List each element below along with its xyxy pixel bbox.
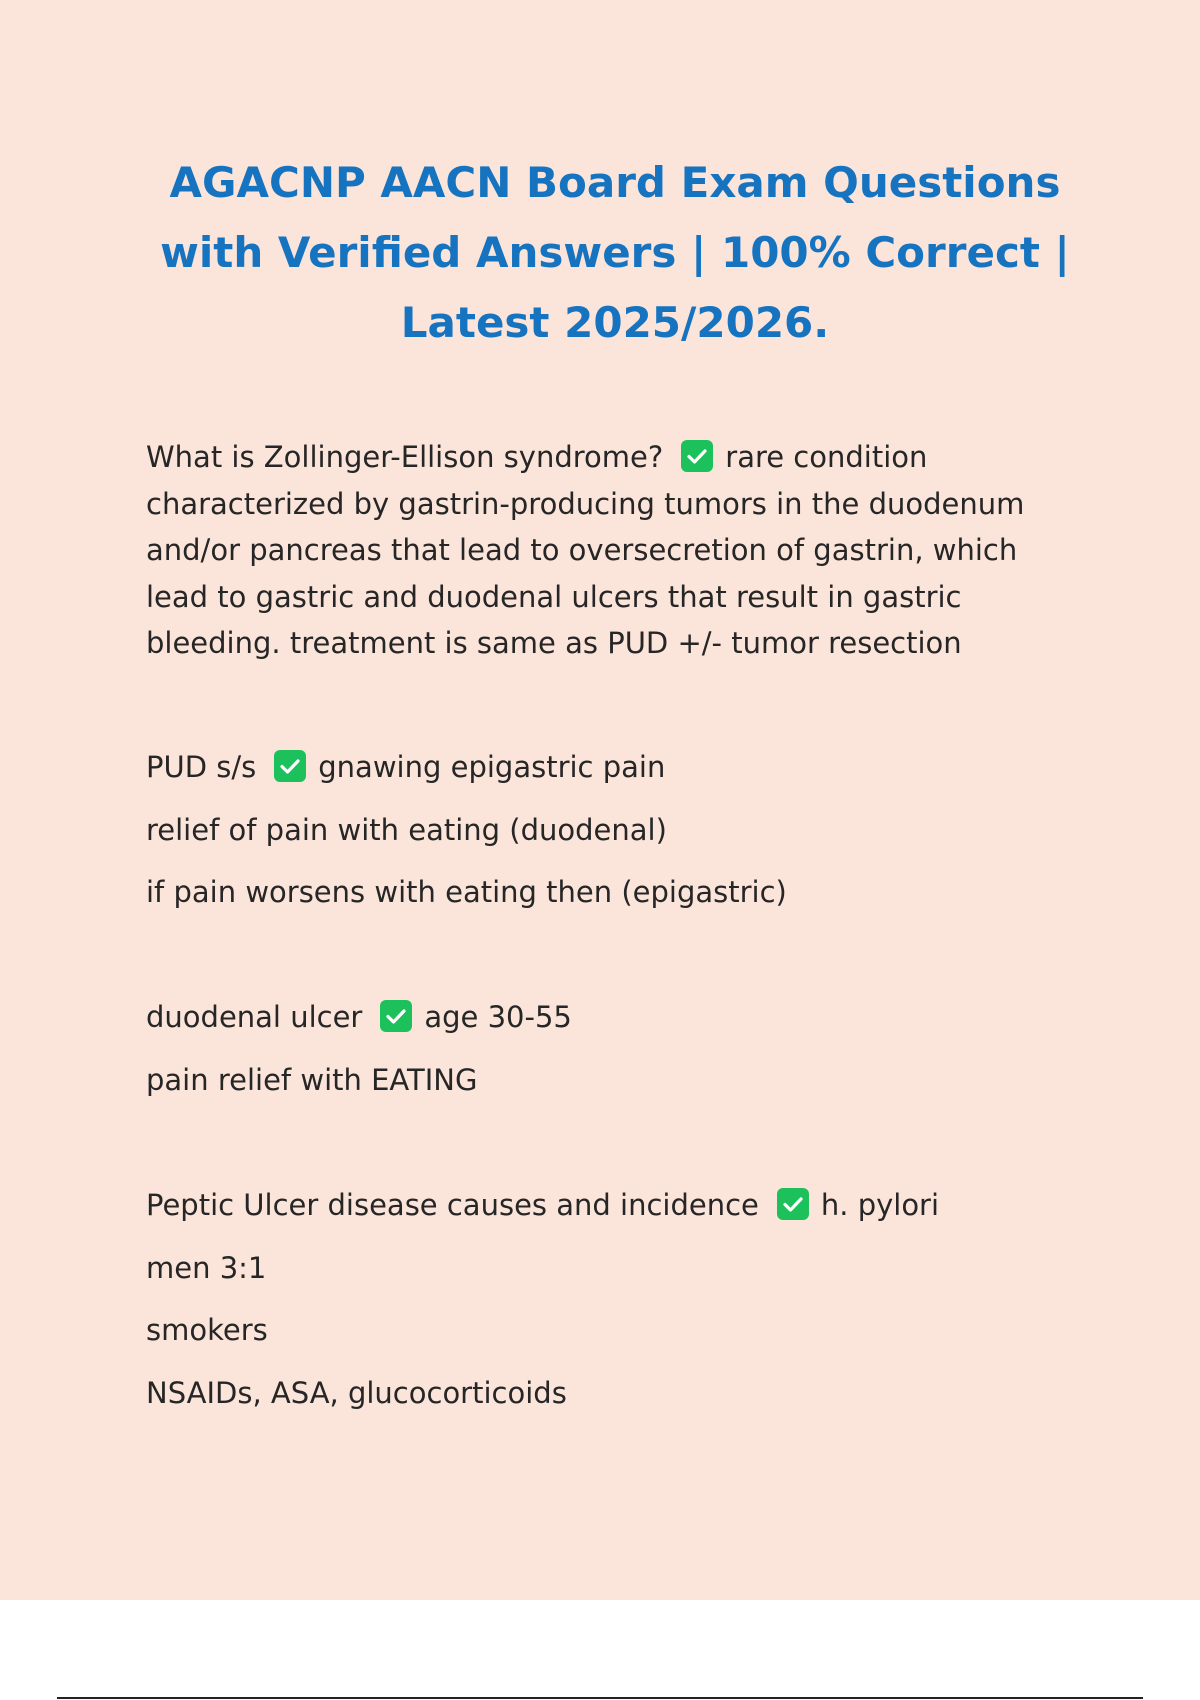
answer-line: pain relief with EATING (146, 1063, 478, 1097)
qa-item-zollinger-ellison (146, 434, 1076, 667)
footer-divider (57, 1697, 1143, 1699)
answer-line: smokers (146, 1313, 268, 1347)
answer-text: age 30-55 (424, 1000, 572, 1034)
check-mark-icon (380, 1000, 412, 1032)
question-text: What is Zollinger-Ellison syndrome? (146, 440, 664, 474)
qa-item-duodenal-ulcer (146, 997, 1076, 1037)
question-text: PUD s/s (146, 750, 257, 784)
document-title: AGACNP AACN Board Exam Questions with Verified Answers | 100% Correct | Latest 2025/2026. (160, 158, 1070, 347)
question-text: Peptic Ulcer disease causes and incidence (146, 1188, 759, 1222)
question-text: duodenal ulcer (146, 1000, 363, 1034)
qa-item-pud-ss (146, 747, 1076, 787)
answer-line: NSAIDs, ASA, glucocorticoids (146, 1376, 567, 1410)
check-mark-icon (777, 1188, 809, 1220)
check-mark-icon (681, 440, 713, 472)
answer-line: relief of pain with eating (duodenal) (146, 813, 667, 847)
answer-line: if pain worsens with eating then (epigastric) (146, 875, 787, 909)
qa-item-peptic-ulcer (146, 1185, 1076, 1225)
answer-text: rare condition characterized by gastrin-producing tumors in the duodenum and/or pancreas that lead to oversecretion of gastrin, which lead to gastric and duodenal ulcers that result in gastric bleeding. treatment is same as PUD +/- tumor resection (146, 440, 1025, 660)
answer-text: gnawing epigastric pain (318, 750, 666, 784)
answer-line: men 3:1 (146, 1251, 267, 1285)
check-mark-icon (274, 750, 306, 782)
answer-text: h. pylori (820, 1188, 940, 1222)
